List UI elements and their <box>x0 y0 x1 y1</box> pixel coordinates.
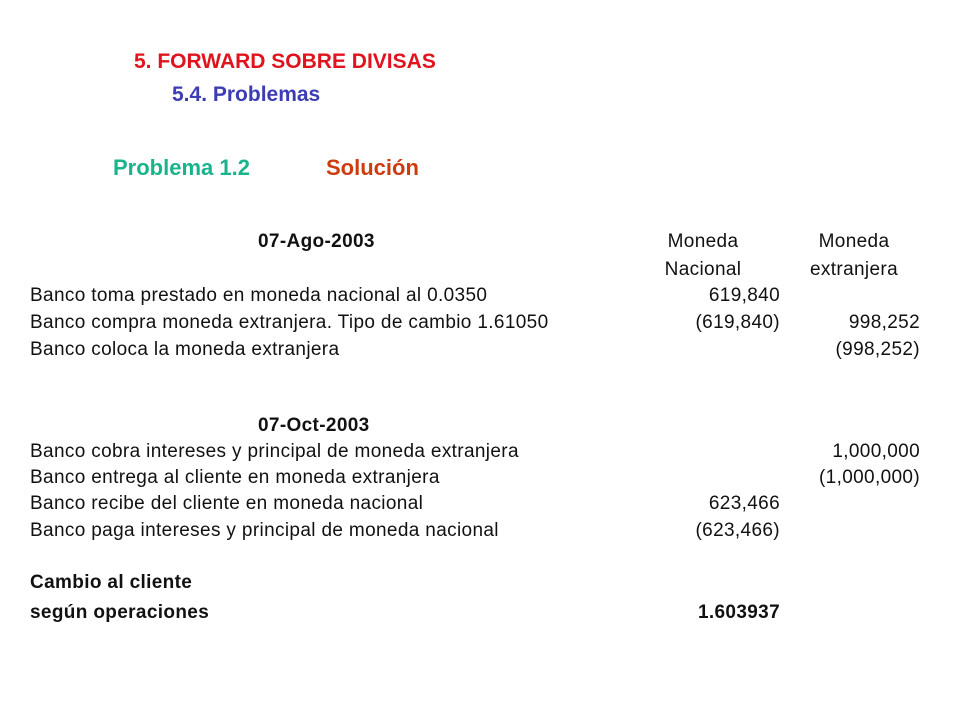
solution-label: Solución <box>326 155 419 180</box>
block2-row-desc: Banco entrega al cliente en moneda extranjera <box>30 467 440 488</box>
block1-date: 07-Ago-2003 <box>258 231 375 252</box>
column-header-extranjera-1: Moneda <box>818 231 890 252</box>
column-header-extranjera-2: extranjera <box>810 259 898 280</box>
subsection-title: 5.4. Problemas <box>172 83 321 106</box>
block1-row-desc: Banco compra moneda extranjera. Tipo de cambio 1.61050 <box>30 312 549 333</box>
block2-row-desc: Banco cobra intereses y principal de moneda extranjera <box>30 441 519 462</box>
block2-row-extranjera: 1,000,000 <box>832 441 920 462</box>
column-header-nacional-1: Moneda <box>667 231 739 252</box>
column-header-nacional-2: Nacional <box>664 259 742 280</box>
block2-row-desc: Banco paga intereses y principal de moneda nacional <box>30 520 499 541</box>
block2-row-nacional: 623,466 <box>708 493 780 514</box>
block2-row-nacional: (623,466) <box>695 520 780 541</box>
summary-value: 1.603937 <box>697 602 780 623</box>
block1-row-nacional: 619,840 <box>708 285 780 306</box>
section-title: 5. FORWARD SOBRE DIVISAS <box>134 50 436 73</box>
summary-label-line2: según operaciones <box>30 602 210 623</box>
problem-label: Problema 1.2 <box>113 155 250 180</box>
block1-row-desc: Banco coloca la moneda extranjera <box>30 339 340 360</box>
block1-row-desc: Banco toma prestado en moneda nacional al 0.0350 <box>30 285 488 306</box>
block1-row-extranjera: (998,252) <box>835 339 920 360</box>
block1-row-nacional: (619,840) <box>695 312 780 333</box>
block2-row-extranjera: (1,000,000) <box>818 467 920 488</box>
block2-date: 07-Oct-2003 <box>258 415 370 436</box>
block1-row-extranjera: 998,252 <box>848 312 920 333</box>
summary-label-line1: Cambio al cliente <box>30 572 193 593</box>
block2-row-desc: Banco recibe del cliente en moneda nacional <box>30 493 424 514</box>
